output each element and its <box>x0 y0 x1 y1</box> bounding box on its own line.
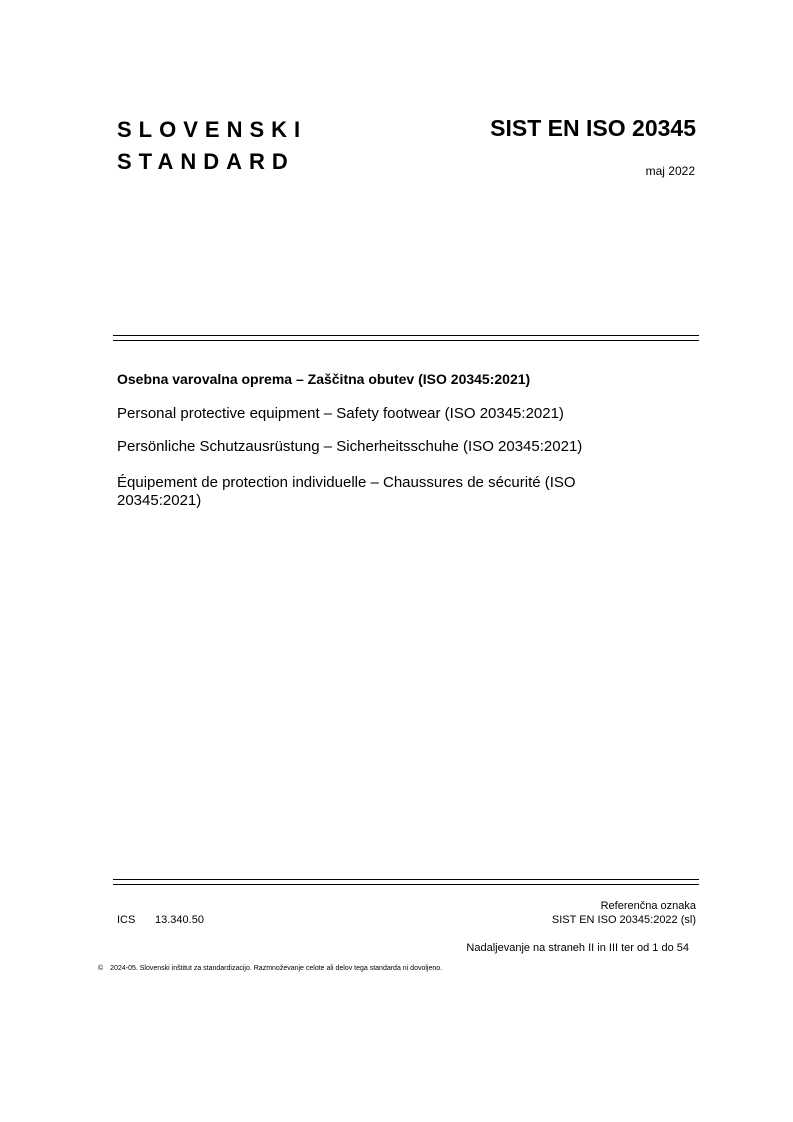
title-slovenian: Osebna varovalna oprema – Zaščitna obutev (ISO 20345:2021) <box>117 371 531 387</box>
top-divider <box>113 335 699 341</box>
copyright-icon: © <box>98 965 104 972</box>
title-block <box>117 370 637 525</box>
title-french-line-2: 20345:2021) <box>117 492 202 509</box>
bottom-divider <box>113 879 699 885</box>
title-german: Persönliche Schutzausrüstung – Sicherheitsschuhe (ISO 20345:2021) <box>117 438 583 455</box>
copyright-notice <box>98 965 442 972</box>
title-french-line-1: Équipement de protection individuelle – Chaussures de sécurité (ISO <box>117 474 576 491</box>
ics-label: ICS <box>117 914 136 926</box>
ics-value: 13.340.50 <box>155 914 204 926</box>
publication-date: maj 2022 <box>645 164 695 178</box>
standard-code: SIST EN ISO 20345 <box>490 115 696 141</box>
ics-classification <box>117 914 204 926</box>
title-french <box>117 474 637 510</box>
brand-line-1: SLOVENSKI <box>117 117 308 142</box>
reference-label: Referenčna oznaka <box>600 900 696 912</box>
title-english: Personal protective equipment – Safety footwear (ISO 20345:2021) <box>117 405 564 422</box>
reference-code: SIST EN ISO 20345:2022 (sl) <box>551 914 696 926</box>
brand-block <box>117 114 307 178</box>
brand-line-2: STANDARD <box>117 149 295 174</box>
page-continuation: Nadaljevanje na straneh II in III ter od 1 do 54 <box>466 942 689 954</box>
copyright-text: 2024-05. Slovenski inštitut za standardizacijo. Razmnoževanje celote ali delov tega standarda ni dovoljeno. <box>110 965 443 972</box>
